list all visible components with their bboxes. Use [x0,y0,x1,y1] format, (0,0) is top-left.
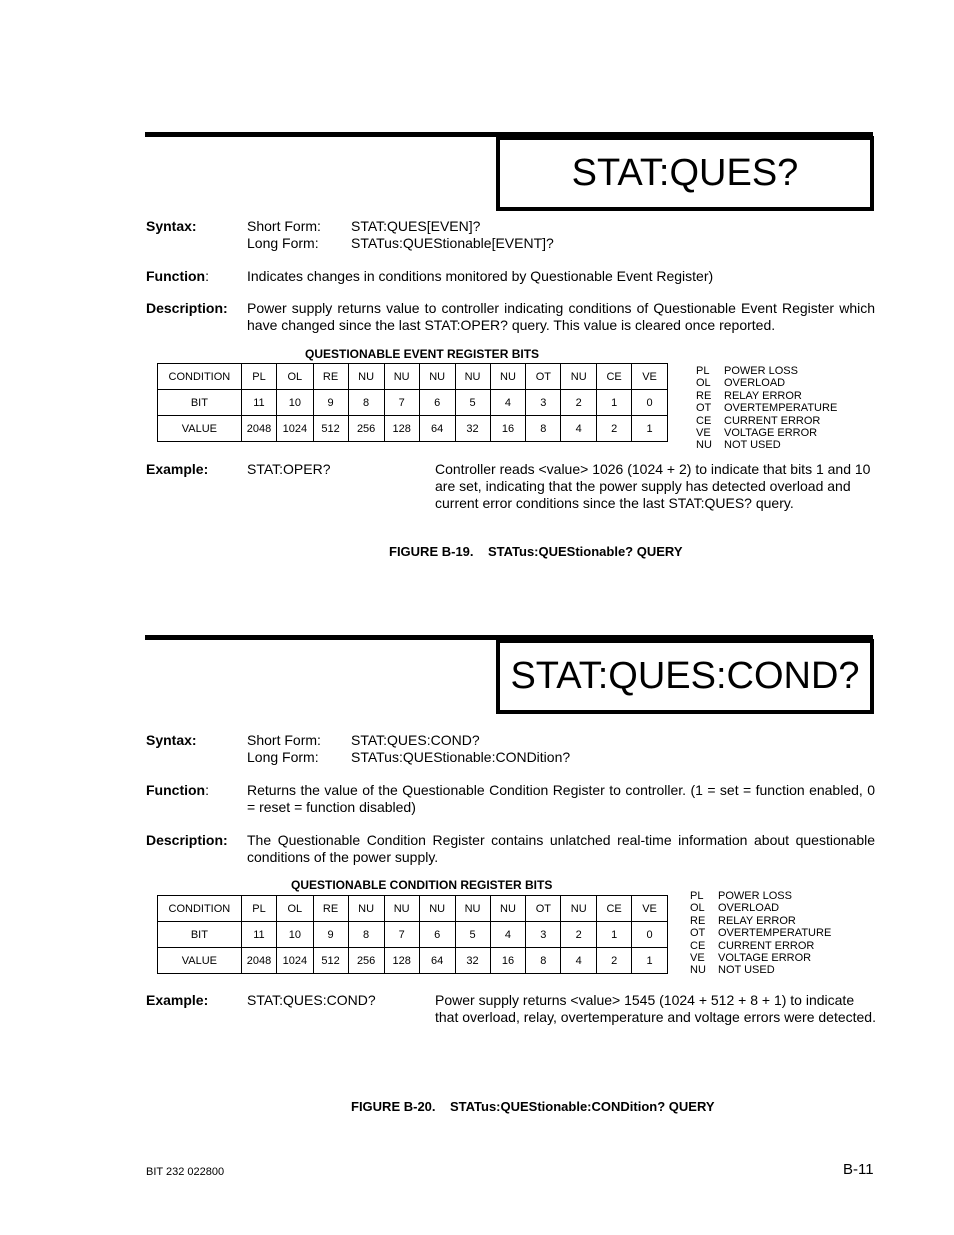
table-cell: OL [277,364,313,390]
legend-item [690,902,831,914]
table-cell: CE [597,896,632,922]
section1-figure-caption: FIGURE B-19. STATus:QUEStionable? QUERY [389,544,683,559]
table-cell: PL [241,896,276,922]
table-cell: PL [241,364,276,390]
section2-table-title: QUESTIONABLE CONDITION REGISTER BITS [291,878,553,892]
table-cell: 4 [490,390,526,416]
legend-item [696,377,837,389]
table-cell: NU [384,896,419,922]
table-cell: VE [632,896,668,922]
legend-text: CURRENT ERROR [724,414,821,427]
table-cell: 2 [597,948,632,974]
table-cell: 1024 [277,416,313,442]
table-row [158,896,668,922]
table-cell: 9 [313,390,348,416]
section2-title-text: STAT:QUES:COND? [510,655,860,697]
section2-long-form-label: Long Form: [247,749,319,765]
section1-function-label: Function: [146,268,209,284]
table-cell: 4 [561,948,597,974]
table-cell: 7 [384,922,419,948]
section1-register-table [157,363,668,442]
legend-text: RELAY ERROR [718,914,796,927]
table-cell: NU [419,896,455,922]
legend-item [690,927,831,939]
table-cell: NU [455,364,490,390]
table-cell: 6 [419,390,455,416]
section1-table-title: QUESTIONABLE EVENT REGISTER BITS [305,347,540,361]
section2-figure-caption: FIGURE B-20. STATus:QUEStionable:CONDition? QUERY [351,1099,715,1114]
footer-page-number: B-11 [843,1161,874,1178]
section1-function-text: Indicates changes in conditions monitored by Questionable Event Register) [247,268,714,284]
table-cell: 0 [632,390,668,416]
legend-item [696,415,837,427]
legend-abbr: PL [690,890,704,902]
section1-example-command: STAT:OPER? [247,461,331,477]
legend-text: CURRENT ERROR [718,939,815,952]
section2-title [496,639,874,714]
legend-text: VOLTAGE ERROR [718,952,812,965]
row-header-cell: CONDITION [158,896,242,922]
footer-doc-id: BIT 232 022800 [146,1166,225,1178]
section1-title [496,136,874,211]
legend-abbr: RE [696,389,712,402]
legend-abbr: OT [690,927,706,940]
table-cell: 32 [455,948,490,974]
table-cell: 3 [526,922,561,948]
section2-example-command: STAT:QUES:COND? [247,992,376,1008]
table-cell: 16 [490,416,526,442]
table-cell: 2 [561,922,597,948]
table-cell: 256 [348,416,384,442]
legend-text: RELAY ERROR [724,389,802,402]
section1-long-form-label: Long Form: [247,235,319,251]
section2-short-form: STAT:QUES:COND? [351,732,480,748]
table-cell: RE [313,896,348,922]
legend-text: OVERTEMPERATURE [724,402,838,415]
section1-description-label: Description: [146,300,228,316]
table-cell: 9 [313,922,348,948]
legend-abbr: CE [690,939,706,952]
legend-item [696,427,837,439]
section1-short-form-label: Short Form: [247,218,321,234]
row-header-cell: BIT [158,390,242,416]
table-row [158,416,668,442]
legend-abbr: NU [690,964,706,977]
table-cell: 1 [632,416,668,442]
table-cell: 4 [490,922,526,948]
legend-item [696,402,837,414]
table-cell: 7 [384,390,419,416]
table-cell: NU [490,364,526,390]
legend-abbr: OT [696,402,712,415]
table-cell: 512 [313,416,348,442]
table-cell: NU [419,364,455,390]
legend-item [690,915,831,927]
section2-syntax-label: Syntax: [146,732,197,748]
legend-item [690,890,831,902]
table-cell: 1 [597,390,632,416]
section1-short-form: STAT:QUES[EVEN]? [351,218,481,234]
table-cell: 64 [419,416,455,442]
table-cell: 3 [526,390,561,416]
table-cell: 6 [419,922,455,948]
table-cell: 16 [490,948,526,974]
table-cell: 10 [277,390,313,416]
table-cell: NU [561,896,597,922]
table-row [158,364,668,390]
table-cell: 2 [597,416,632,442]
table-row [158,390,668,416]
table-cell: 5 [455,390,490,416]
table-cell: NU [384,364,419,390]
legend-abbr: RE [690,914,706,927]
legend-item [696,390,837,402]
section1-title-text: STAT:QUES? [571,152,799,194]
legend-item [690,964,831,976]
section2-function-text: Returns the value of the Questionable Condition Register to controller. (1 = set = function enabled, 0 = reset = function disabled) [247,782,875,815]
legend-text: POWER LOSS [718,890,792,902]
section1-long-form: STATus:QUEStionable[EVENT]? [351,235,554,251]
row-header-cell: VALUE [158,416,242,442]
legend-text: OVERLOAD [718,902,780,915]
table-cell: NU [561,364,597,390]
table-cell: 5 [455,922,490,948]
row-header-cell: BIT [158,922,242,948]
table-cell: 8 [348,390,384,416]
table-cell: 4 [561,416,597,442]
section1-syntax-label: Syntax: [146,218,197,234]
legend-abbr: VE [690,952,705,965]
table-cell: RE [313,364,348,390]
table-cell: OT [526,896,561,922]
table-cell: 8 [526,416,561,442]
table-cell: 256 [348,948,384,974]
section2-legend [690,890,831,977]
legend-item [696,365,837,377]
row-header-cell: CONDITION [158,364,242,390]
table-cell: CE [597,364,632,390]
table-cell: 512 [313,948,348,974]
table-cell: OL [277,896,313,922]
row-header-cell: VALUE [158,948,242,974]
table-cell: 1 [632,948,668,974]
legend-abbr: CE [696,414,712,427]
table-cell: OT [526,364,561,390]
legend-abbr: NU [696,439,712,452]
section2-register-table [157,895,668,974]
table-row [158,922,668,948]
section2-short-form-label: Short Form: [247,732,321,748]
legend-item [696,439,837,451]
table-row [158,948,668,974]
legend-abbr: OL [690,902,705,915]
legend-abbr: OL [696,377,711,390]
legend-text: NOT USED [724,439,781,452]
table-cell: 128 [384,948,419,974]
table-cell: 8 [348,922,384,948]
table-cell: 64 [419,948,455,974]
section1-description-text: Power supply returns value to controller indicating conditions of Questionable Event Register which have changed since the last STAT:OPER? query. This value is cleared once reported. [247,300,875,333]
table-cell: 32 [455,416,490,442]
section2-example-label: Example: [146,992,209,1008]
section1-example-text: Controller reads <value> 1026 (1024 + 2) to indicate that bits 1 and 10 are set, indicating that the power supply has detected overload and current error conditions since the last STAT:QUES? query. [435,461,871,511]
legend-abbr: PL [696,365,710,377]
legend-item [690,940,831,952]
table-cell: NU [455,896,490,922]
table-cell: NU [490,896,526,922]
legend-item [690,952,831,964]
legend-text: VOLTAGE ERROR [724,427,818,440]
table-cell: NU [348,364,384,390]
table-cell: 1024 [277,948,313,974]
table-cell: 2048 [241,948,276,974]
section1-legend [696,365,837,452]
table-cell: 0 [632,922,668,948]
legend-text: NOT USED [718,964,775,977]
table-cell: 11 [241,390,276,416]
table-cell: 2048 [241,416,276,442]
table-cell: 8 [526,948,561,974]
legend-text: OVERLOAD [724,377,786,390]
table-cell: 128 [384,416,419,442]
section2-function-label: Function: [146,782,209,798]
section2-description-label: Description: [146,832,228,848]
section1-example-label: Example: [146,461,209,477]
section2-description-text: The Questionable Condition Register contains unlatched real-time information about questionable conditions of the power supply. [247,832,875,865]
legend-text: OVERTEMPERATURE [718,927,832,940]
table-cell: 10 [277,922,313,948]
table-cell: NU [348,896,384,922]
section2-long-form: STATus:QUEStionable:CONDition? [351,749,571,765]
legend-abbr: VE [696,427,711,440]
table-cell: 2 [561,390,597,416]
table-cell: 1 [597,922,632,948]
section2-example-text: Power supply returns <value> 1545 (1024 + 512 + 8 + 1) to indicate that overload, relay, overtemperature and voltage errors were detected. [435,992,876,1025]
table-cell: 11 [241,922,276,948]
table-cell: VE [632,364,668,390]
legend-text: POWER LOSS [724,365,798,377]
